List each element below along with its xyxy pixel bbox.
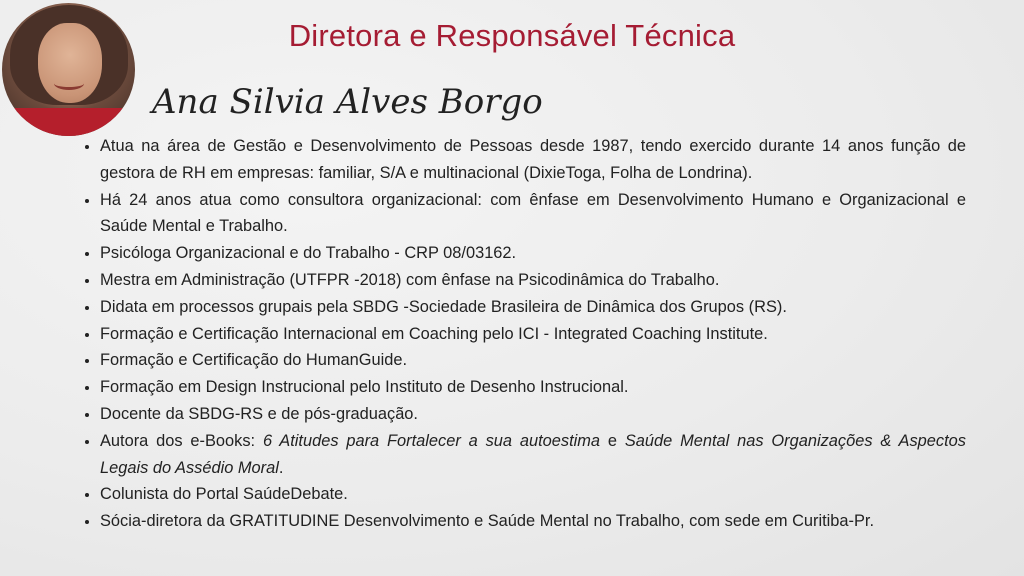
- list-item: • Formação e Certificação do HumanGuide.: [100, 347, 966, 374]
- list-item: [100, 428, 966, 482]
- avatar-smile: [54, 77, 84, 90]
- list-item: • Mestra em Administração (UTFPR -2018) com ênfase na Psicodinâmica do Trabalho.: [100, 267, 966, 294]
- list-item: • Formação em Design Instrucional pelo Instituto de Desenho Instrucional.: [100, 374, 966, 401]
- page-title: Diretora e Responsável Técnica: [288, 18, 736, 53]
- list-item: • Colunista do Portal SaúdeDebate.: [100, 481, 966, 508]
- bio-list: [78, 133, 966, 535]
- list-item: • Atua na área de Gestão e Desenvolvimento de Pessoas desde 1987, tendo exercido durante 14 anos função de gestora de RH em empresas: familiar, S/A e multinacional (DixieToga, Folha de Londrina).: [100, 133, 966, 187]
- ebooks-prefix: Autora dos e-Books:: [100, 431, 263, 450]
- ebook-title: Saúde Mental nas Organizações & Aspectos Legais do Assédio Moral: [100, 431, 966, 477]
- list-item: • Sócia-diretora da GRATITUDINE Desenvolvimento e Saúde Mental no Trabalho, com sede em Curitiba-Pr.: [100, 508, 966, 535]
- list-item: • Docente da SBDG-RS e de pós-graduação.: [100, 401, 966, 428]
- ebooks-suffix: .: [278, 458, 284, 477]
- list-item: • Didata em processos grupais pela SBDG -Sociedade Brasileira de Dinâmica dos Grupos (RS).: [100, 294, 966, 321]
- avatar-shirt: [2, 108, 135, 136]
- list-item: • Há 24 anos atua como consultora organizacional: com ênfase em Desenvolvimento Humano e Organizacional e Saúde Mental e Trabalho.: [100, 187, 966, 241]
- list-item: • Formação e Certificação Internacional em Coaching pelo ICI - Integrated Coaching Institute.: [100, 321, 966, 348]
- list-item: • Psicóloga Organizacional e do Trabalho - CRP 08/03162.: [100, 240, 966, 267]
- ebook-title: 6 Atitudes para Fortalecer a sua autoestima: [262, 431, 601, 450]
- ebooks-joiner: e: [600, 431, 625, 450]
- person-name: Ana Silvia Alves Borgo: [152, 82, 543, 122]
